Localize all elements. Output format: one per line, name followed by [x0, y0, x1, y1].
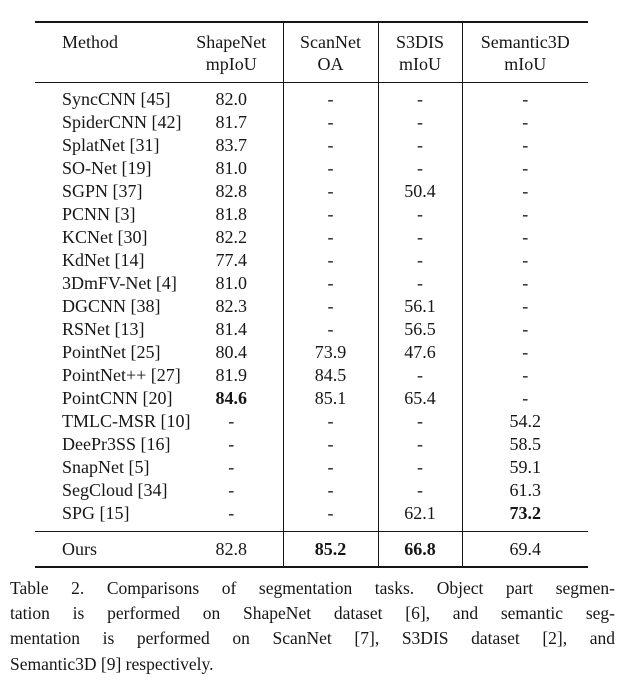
column-metric: mIoU	[399, 54, 441, 74]
value-cell: 85.2	[283, 532, 378, 568]
value-cell: 61.3	[462, 479, 588, 502]
table-row	[35, 180, 588, 203]
table-row	[35, 295, 588, 318]
value-cell: -	[283, 249, 378, 272]
value-cell: -	[283, 479, 378, 502]
value-cell: -	[283, 410, 378, 433]
value-cell: 58.5	[462, 433, 588, 456]
value-cell: 81.8	[215, 204, 247, 224]
value-cell: 66.8	[378, 532, 462, 568]
value-cell: -	[378, 456, 462, 479]
method-cell: SyncCNN [45]	[62, 89, 171, 109]
column-header-semantic3d	[462, 22, 588, 83]
value-cell: -	[462, 272, 588, 295]
method-cell: PointCNN [20]	[62, 388, 173, 408]
method-cell: PCNN [3]	[62, 204, 136, 224]
value-cell: -	[378, 479, 462, 502]
method-cell: Ours	[35, 532, 180, 568]
value-cell: -	[378, 249, 462, 272]
table-row	[35, 249, 588, 272]
value-cell: 83.7	[215, 135, 247, 155]
value-cell: -	[283, 111, 378, 134]
caption-line: Semantic3D [9] respectively.	[10, 653, 214, 674]
value-cell: -	[283, 456, 378, 479]
table-row	[35, 341, 588, 364]
column-name: Method	[62, 32, 118, 52]
value-cell: -	[462, 387, 588, 410]
value-cell: -	[462, 157, 588, 180]
method-cell: PointNet [25]	[62, 342, 161, 362]
table-row	[35, 410, 588, 433]
table-row	[35, 532, 588, 568]
value-cell: -	[283, 272, 378, 295]
column-name: S3DIS	[395, 32, 444, 52]
value-cell: -	[462, 318, 588, 341]
value-cell: -	[378, 410, 462, 433]
table-row	[35, 111, 588, 134]
value-cell: 73.9	[283, 341, 378, 364]
value-cell: -	[462, 341, 588, 364]
value-cell: -	[462, 111, 588, 134]
method-cell: TMLC-MSR [10]	[62, 411, 191, 431]
value-cell: 81.0	[215, 273, 247, 293]
value-cell: -	[378, 111, 462, 134]
value-cell: -	[462, 249, 588, 272]
value-cell: 69.4	[462, 532, 588, 568]
value-cell: -	[283, 203, 378, 226]
value-cell: -	[228, 434, 235, 454]
value-cell: 65.4	[378, 387, 462, 410]
method-cell: KdNet [14]	[62, 250, 145, 270]
column-metric: OA	[317, 54, 344, 74]
value-cell: 77.4	[215, 250, 247, 270]
value-cell: -	[378, 134, 462, 157]
method-cell: RSNet [13]	[62, 319, 145, 339]
column-header-method	[35, 22, 180, 83]
value-cell: 85.1	[283, 387, 378, 410]
method-cell: SPG [15]	[62, 503, 130, 523]
value-cell: 81.7	[215, 112, 247, 132]
value-cell: -	[378, 203, 462, 226]
value-cell: 80.4	[215, 342, 247, 362]
table-row	[35, 433, 588, 456]
value-cell: -	[378, 433, 462, 456]
column-name: Semantic3D	[480, 32, 570, 52]
caption-line: tation is performed on ShapeNet dataset [6], and semantic seg-	[10, 603, 615, 624]
method-cell: SnapNet [5]	[62, 457, 150, 477]
value-cell: 54.2	[462, 410, 588, 433]
column-name: ScanNet	[300, 32, 361, 52]
method-cell: DeePr3SS [16]	[62, 434, 171, 454]
table-row	[35, 272, 588, 295]
value-cell: -	[283, 180, 378, 203]
value-cell: 62.1	[378, 502, 462, 532]
value-cell: -	[228, 480, 235, 500]
table-caption	[10, 576, 615, 677]
value-cell: 82.8	[215, 181, 247, 201]
value-cell: -	[283, 157, 378, 180]
value-cell: -	[378, 272, 462, 295]
value-cell: -	[378, 157, 462, 180]
table-row	[35, 134, 588, 157]
value-cell: -	[378, 83, 462, 112]
table-row	[35, 226, 588, 249]
table-row	[35, 157, 588, 180]
table-row	[35, 318, 588, 341]
method-cell: SpiderCNN [42]	[62, 112, 182, 132]
value-cell: 81.9	[215, 365, 247, 385]
value-cell: 59.1	[462, 456, 588, 479]
column-header-shapenet	[180, 22, 283, 83]
value-cell: 84.6	[215, 388, 247, 408]
value-cell: -	[378, 226, 462, 249]
value-cell: 82.0	[215, 89, 247, 109]
column-metric: mIoU	[504, 54, 547, 74]
value-cell: -	[462, 295, 588, 318]
column-header-scannet	[283, 22, 378, 83]
value-cell: 81.4	[215, 319, 247, 339]
method-cell: KCNet [30]	[62, 227, 148, 247]
value-cell: 84.5	[283, 364, 378, 387]
table-row	[35, 479, 588, 502]
value-cell: -	[283, 318, 378, 341]
table-row	[35, 387, 588, 410]
column-metric: mpIoU	[205, 54, 257, 74]
value-cell: 50.4	[378, 180, 462, 203]
table-row	[35, 83, 588, 112]
results-table	[35, 21, 588, 568]
method-cell: PointNet++ [27]	[62, 365, 181, 385]
table-header	[35, 22, 588, 83]
value-cell: 56.5	[378, 318, 462, 341]
value-cell: -	[283, 295, 378, 318]
method-cell: SO-Net [19]	[62, 158, 152, 178]
method-cell: 3DmFV-Net [4]	[62, 273, 177, 293]
value-cell: -	[228, 411, 235, 431]
table-row	[35, 502, 588, 532]
value-cell: 81.0	[215, 158, 247, 178]
value-cell: -	[462, 134, 588, 157]
header-row	[35, 22, 588, 83]
caption-line: Table 2. Comparisons of segmentation tasks. Object part segmen-	[10, 578, 615, 598]
method-cell: SegCloud [34]	[62, 480, 168, 500]
caption-line: mentation is performed on ScanNet [7], S3DIS dataset [2], and	[10, 628, 615, 649]
value-cell: 82.8	[180, 532, 283, 568]
method-cell: DGCNN [38]	[62, 296, 161, 316]
method-cell: SplatNet [31]	[62, 135, 160, 155]
value-cell: -	[228, 457, 235, 477]
value-cell: -	[228, 503, 235, 523]
value-cell: 47.6	[378, 341, 462, 364]
value-cell: -	[283, 134, 378, 157]
value-cell: -	[283, 83, 378, 112]
value-cell: -	[462, 83, 588, 112]
value-cell: 73.2	[462, 502, 588, 532]
value-cell: -	[378, 364, 462, 387]
column-name: ShapeNet	[196, 32, 267, 52]
value-cell: -	[462, 364, 588, 387]
table-body	[35, 83, 588, 532]
value-cell: -	[462, 180, 588, 203]
table-row	[35, 456, 588, 479]
value-cell: -	[283, 502, 378, 532]
value-cell: -	[462, 203, 588, 226]
value-cell: 82.3	[215, 296, 247, 316]
table-footer	[35, 532, 588, 568]
table-row	[35, 364, 588, 387]
value-cell: -	[462, 226, 588, 249]
value-cell: 82.2	[215, 227, 247, 247]
method-cell: SGPN [37]	[62, 181, 143, 201]
table-row	[35, 203, 588, 226]
column-header-s3dis	[378, 22, 462, 83]
value-cell: -	[283, 226, 378, 249]
value-cell: -	[283, 433, 378, 456]
value-cell: 56.1	[378, 295, 462, 318]
